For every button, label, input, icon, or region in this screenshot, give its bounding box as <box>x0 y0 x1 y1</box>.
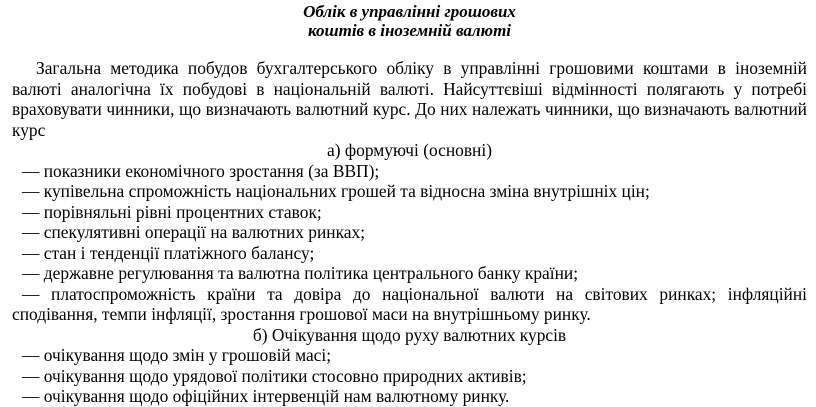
document-title <box>12 0 807 46</box>
dash-bullet: — <box>22 222 40 242</box>
section-b-list <box>12 345 807 407</box>
dash-bullet: — <box>22 201 40 222</box>
list-item <box>12 161 807 182</box>
list-item <box>12 263 807 284</box>
intro-paragraph: Загальна методика побудов бухгалтерського обліку в управлінні грошовими коштами в іноземній валюті аналогічна їх побудові в національній валюті. Найсуттєвіші відмінності полягають у потребі враховувати чинники, що визначають валютний курс. До них належать чинники, що визначають валютний курс <box>12 58 807 140</box>
dash-bullet: — <box>22 283 40 304</box>
title-line-1: Облік в управлінні грошових <box>303 2 516 21</box>
list-item-text: стан і тенденції платіжного балансу; <box>43 242 315 263</box>
list-item <box>12 222 807 243</box>
list-item <box>12 345 807 366</box>
dash-bullet: — <box>22 242 40 263</box>
list-item-text: державне регулювання та валютна політика центрального банку країни; <box>43 263 579 283</box>
list-item-text: показники економічного зростання (за ВВП); <box>43 160 380 181</box>
title-line-2: коштів в іноземній валюті <box>307 21 512 40</box>
list-item <box>12 284 807 325</box>
list-item-text: очікування щодо змін у грошовій масі; <box>43 345 332 365</box>
list-item-text: порівняльні рівні процентних ставок; <box>43 201 322 222</box>
list-item <box>12 202 807 223</box>
section-a-heading: а) формуючі (основні) <box>327 140 492 160</box>
list-item <box>12 366 807 387</box>
list-item <box>12 181 807 202</box>
list-item-text: спекулятивні операції на валютних ринках; <box>43 222 366 242</box>
list-item-text: купівельна спроможність національних грошей та відносна зміна внутрішніх цін; <box>43 181 650 201</box>
document-body <box>12 58 807 407</box>
dash-bullet: — <box>22 345 40 365</box>
list-item-text: платоспроможність країни та довіра до національної валюти на світових ринках; інфляційні сподівання, темпи інфляції, зростання грошової маси на внутрішньому ринку. <box>12 283 807 324</box>
section-a-list <box>12 161 807 325</box>
list-item <box>12 386 807 407</box>
dash-bullet: — <box>22 160 40 181</box>
list-item <box>12 243 807 264</box>
section-b-heading: б) Очікування щодо руху валютних курсів <box>252 324 567 345</box>
dash-bullet: — <box>22 365 40 386</box>
list-item-text: очікування щодо урядової політики стосовно природних активів; <box>43 365 527 386</box>
list-item-text: очікування щодо офіційних інтервенцій нам валютному ринку. <box>43 386 510 406</box>
dash-bullet: — <box>22 181 40 201</box>
dash-bullet: — <box>22 386 40 406</box>
dash-bullet: — <box>22 263 40 283</box>
document-page <box>12 0 807 407</box>
